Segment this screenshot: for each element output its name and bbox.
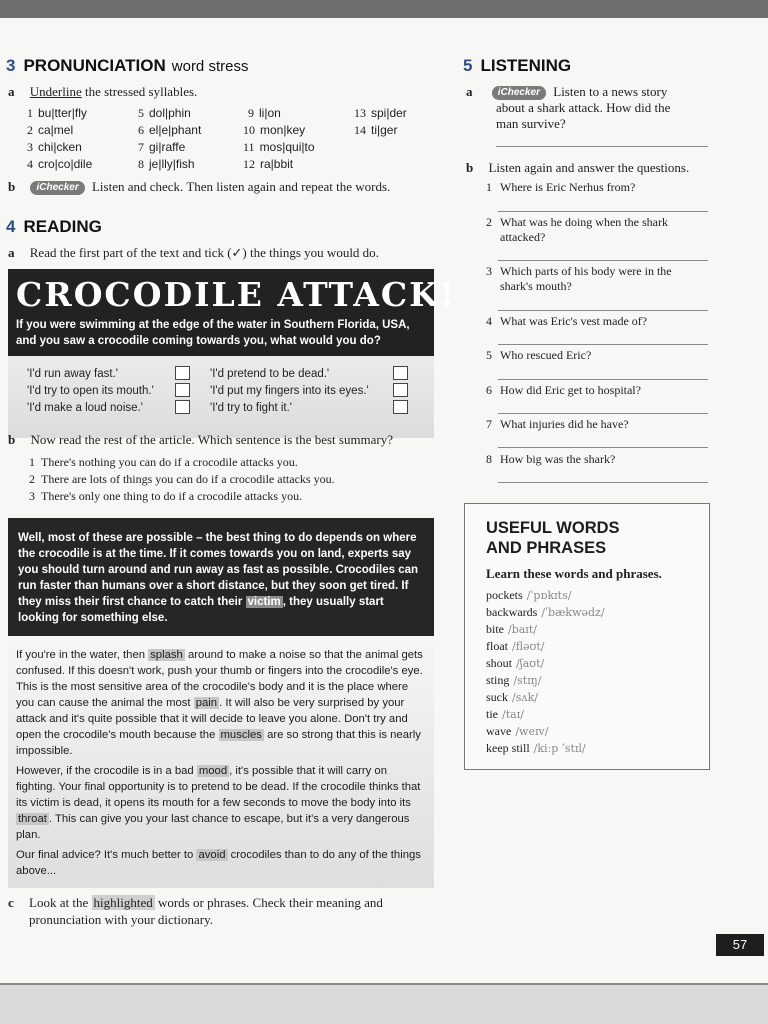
vocab-item: shout /ʃaʊt/ xyxy=(486,656,545,670)
listening-a-instruction xyxy=(466,84,667,100)
pron-word: 14 ti|ger xyxy=(354,123,398,137)
instruction-keyword: Underline xyxy=(29,84,82,99)
vocab-item: suck /sʌk/ xyxy=(486,690,538,704)
reading-heading xyxy=(6,217,102,237)
highlighted-word: splash xyxy=(150,649,183,661)
useful-words-box xyxy=(464,503,710,770)
instruction-text: Look at the xyxy=(29,895,89,910)
option-label: 'I'd try to open its mouth.' xyxy=(27,385,154,397)
listening-a-line3: man survive? xyxy=(496,116,566,131)
question: 3 Which parts of his body were in the shark's mouth? xyxy=(486,264,672,293)
article-text: Well, most of these are possible – the best thing to do depends on where the crocodile is at the time. If it comes towards you on land, experts say you should turn around and run away as fast as possible. Crocodiles can run faster than humans over a short distance, but they soon get tired. If they miss their first chance to catch their xyxy=(18,532,419,608)
vocab-item: float /fləʊt/ xyxy=(486,639,545,653)
reading-c-instruction-line2: pronunciation with your dictionary. xyxy=(29,912,214,927)
ichecker-badge[interactable]: iChecker xyxy=(492,86,546,100)
pron-word: 4 cro|co|dile xyxy=(27,157,93,171)
article-text: , they usually start looking for something else. xyxy=(18,596,384,624)
exercise-letter: b xyxy=(466,160,474,175)
listening-a-line2: about a shark attack. How did the xyxy=(496,100,671,115)
article-paragraph: Our final advice? It's much better to avoid crocodiles than to do any of the things above... xyxy=(16,849,421,877)
section-title: READING xyxy=(23,217,102,236)
pronunciation-a-instruction xyxy=(8,84,197,100)
summary-option: 2 There are lots of things you can do if a crocodile attacks you. xyxy=(29,472,335,486)
option-checkbox[interactable] xyxy=(393,383,408,397)
vocab-item: wave /weɪv/ xyxy=(486,724,549,738)
question: 6 How did Eric get to hospital? xyxy=(486,383,641,397)
instruction-text: Listen to a news story xyxy=(553,84,668,99)
vocab-item: bite /baɪt/ xyxy=(486,622,537,636)
pronunciation-heading xyxy=(6,56,248,76)
option-label: 'I'd make a loud noise.' xyxy=(27,402,143,414)
option-checkbox[interactable] xyxy=(393,400,408,414)
exercise-letter: a xyxy=(8,84,15,99)
section-number: 5 xyxy=(463,56,473,75)
exercise-letter: b xyxy=(8,432,16,447)
option-checkbox[interactable] xyxy=(175,366,190,380)
section-subtitle: word stress xyxy=(171,58,249,75)
scan-top-edge xyxy=(0,0,768,18)
question: 4 What was Eric's vest made of? xyxy=(486,314,648,328)
tick-options xyxy=(8,356,434,438)
highlighted-word: pain xyxy=(195,697,218,709)
instruction-text: Listen and check. Then listen again and repeat the words. xyxy=(91,179,391,194)
pron-word: 8 je|lly|fish xyxy=(138,157,195,171)
vocab-item: sting /stɪŋ/ xyxy=(486,673,542,687)
option-label: 'I'd put my fingers into its eyes.' xyxy=(210,385,369,397)
pron-word: 1 bu|tter|fly xyxy=(27,106,87,120)
article-body-dark xyxy=(8,518,434,636)
pronunciation-b-instruction xyxy=(8,179,390,195)
answer-line[interactable] xyxy=(498,310,708,311)
pron-word: 13 spi|der xyxy=(354,106,407,120)
section-title: PRONUNCIATION xyxy=(23,56,166,75)
highlighted-word: avoid xyxy=(198,849,226,861)
section-number: 3 xyxy=(6,56,16,75)
reading-a-instruction xyxy=(8,245,379,261)
option-label: 'I'd try to fight it.' xyxy=(210,402,293,414)
question: 5 Who rescued Eric? xyxy=(486,348,592,362)
answer-line[interactable] xyxy=(498,211,708,212)
pron-word: 7 gi|raffe xyxy=(138,140,186,154)
instruction-text: Listen again and answer the questions. xyxy=(488,160,690,175)
vocab-item: pockets /ˈpɒkɪts/ xyxy=(486,588,572,602)
pron-word: 3 chi|cken xyxy=(27,140,82,154)
article-intro: If you were swimming at the edge of the water in Southern Florida, USA, and you saw a crocodile coming towards you, what would you do? xyxy=(16,319,410,347)
option-checkbox[interactable] xyxy=(175,400,190,414)
question: 2 What was he doing when the shark attacked? xyxy=(486,215,668,244)
question: 8 How big was the shark? xyxy=(486,452,616,466)
article-banner xyxy=(8,269,457,356)
exercise-letter: b xyxy=(8,179,16,194)
highlighted-word: highlighted xyxy=(93,895,153,910)
option-checkbox[interactable] xyxy=(175,383,190,397)
scan-bottom-margin xyxy=(0,985,768,1024)
answer-line[interactable] xyxy=(498,344,708,345)
section-number: 4 xyxy=(6,217,16,236)
pron-word: 5 dol|phin xyxy=(138,106,191,120)
instruction-text: the stressed syllables. xyxy=(81,84,198,99)
answer-line[interactable] xyxy=(498,447,708,448)
question: 1 Where is Eric Nerhus from? xyxy=(486,180,636,194)
article-paragraph: If you're in the water, then splash around to make a noise so that the animal gets confused. If this doesn't work, push your thumb or fingers into the crocodile's eye. This is the most sensitive area of the crocodile's body and it is the place where you can cause the animal the most pain . It will also be very surprised by your attack and it's quite possible that it will decide to leave you alone. Don't try and open the crocodile's mouth because the muscles are so strong that this is nearly impossible. xyxy=(16,649,423,757)
exercise-letter: c xyxy=(8,895,14,910)
useful-words-subtitle: Learn these words and phrases. xyxy=(486,566,662,581)
article-paragraph: However, if the crocodile is in a bad mood , it's possible that it will carry on fighting. Your final opportunity is to pretend to be dead. If the crocodile thinks that its victim is dead, it opens its mouth for a few seconds to move the body into its throat . This can give you your last chance to escape, but it's a very dangerous plan. xyxy=(16,765,421,841)
ichecker-badge[interactable]: iChecker xyxy=(30,181,84,195)
pron-word: 11 mos|qui|to xyxy=(243,140,315,154)
reading-b-instruction xyxy=(8,432,393,448)
pron-word: 9 li|on xyxy=(248,106,281,120)
pron-word: 12 ra|bbit xyxy=(243,157,294,171)
listening-b-instruction xyxy=(466,160,689,176)
summary-option: 1 There's nothing you can do if a crocodile attacks you. xyxy=(29,455,298,469)
highlighted-word: throat xyxy=(18,813,47,825)
pron-word: 10 mon|key xyxy=(243,123,306,137)
highlighted-word: mood xyxy=(198,765,228,777)
option-label: 'I'd run away fast.' xyxy=(27,368,118,380)
vocab-item: backwards /ˈbækwədz/ xyxy=(486,605,605,619)
summary-option: 3 There's only one thing to do if a crocodile attacks you. xyxy=(29,489,303,503)
answer-line[interactable] xyxy=(498,379,708,380)
section-title: LISTENING xyxy=(480,56,572,75)
article-body-light xyxy=(8,636,434,888)
option-label: 'I'd pretend to be dead.' xyxy=(210,368,330,380)
listening-heading xyxy=(463,56,571,76)
answer-line[interactable] xyxy=(498,482,708,483)
exercise-letter: a xyxy=(466,84,473,99)
question: 7 What injuries did he have? xyxy=(486,417,629,431)
answer-line[interactable] xyxy=(496,146,708,147)
page-number: 57 xyxy=(716,934,764,956)
exercise-letter: a xyxy=(8,245,15,260)
option-checkbox[interactable] xyxy=(393,366,408,380)
instruction-text: Now read the rest of the article. Which sentence is the best summary? xyxy=(30,432,394,447)
highlighted-word: victim xyxy=(247,596,281,608)
vocab-item: tie /taɪ/ xyxy=(486,707,524,721)
pron-word: 6 el|e|phant xyxy=(138,123,202,137)
article-title: CROCODILE ATTACK! xyxy=(16,275,457,314)
answer-line[interactable] xyxy=(498,260,708,261)
workbook-page xyxy=(0,18,768,985)
highlighted-word: muscles xyxy=(220,729,262,741)
useful-words-title: USEFUL WORDS AND PHRASES xyxy=(486,519,620,557)
instruction-text: words or phrases. Check their meaning and xyxy=(157,895,383,910)
reading-c-instruction xyxy=(8,895,383,911)
instruction-text: Read the first part of the text and tick (✓) the things you would do. xyxy=(29,245,379,260)
vocab-item: keep still /kiːp ˈstɪl/ xyxy=(486,741,586,755)
pron-word: 2 ca|mel xyxy=(27,123,74,137)
answer-line[interactable] xyxy=(498,413,708,414)
